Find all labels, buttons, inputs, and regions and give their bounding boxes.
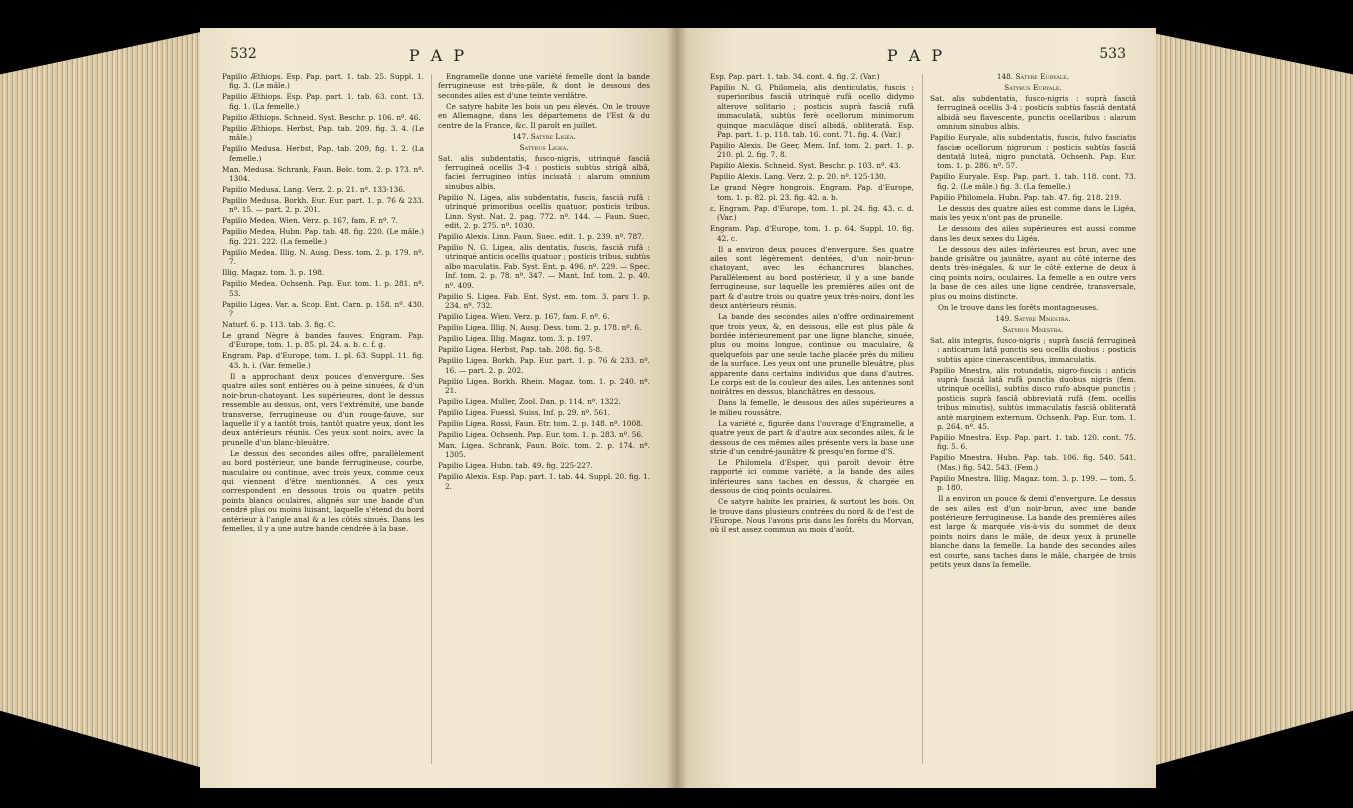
right-column-rule [922,74,923,764]
reference-entry: Papilio Mnestra. Esp. Pap. part. 1. tab. 120. cont. 75. fig. 5. 6. [930,432,1136,452]
book-gutter [666,28,688,788]
reference-entry: Papilio Æthiops. Esp. Pap. part. 1. tab. 25. Suppl. 1. fig. 3. (Le mâle.) [222,72,424,91]
description-paragraph: Ce satyre habite les bois un peu élevés. On le trouve en Allemagne, dans les départemens de l'Est & du centre de la France, &c. Il paroît en juillet. [438,101,650,130]
reference-entry: Papilio Æthiops. Esp. Pap. part. 1. tab. 63. cont. 13. fig. 1. (La femelle.) [222,92,424,111]
reference-entry: Papilio Ligea. Borkh. Rhein. Magaz. tom. 1. p. 240. nº. 21. [438,376,650,395]
reference-entry: Papilio Ligea. Illig. N. Ausg. Dess. tom. 2. p. 178. nº. 6. [438,323,642,333]
left-page-edges [0,30,210,770]
reference-entry: Papilio Ligea. Var. a. Scop. Ent. Carn. p. 158. nº. 430. ? [222,299,424,319]
reference-entry: Papilio Ligea. Ochsenh. Pap. Eur. tom. 1. p. 283. nº. 56. [438,429,644,439]
reference-entry: Sat. alis integris, fusco-nigris ; suprà fasciâ ferrugineâ : anticarum latâ punctis seu ocellis duobus : posticis subtùs apice cinerascentibus, immaculatis. [930,335,1136,364]
right-column-1 [710,72,914,536]
reference-entry: Naturf. 6. p. 113. tab. 3. fig. C. [222,320,336,330]
right-page-edges [1138,30,1353,770]
reference-entry: Papilio Ligea. Wien. Verz. p. 167, fam. F. nº. 6. [438,312,610,322]
reference-entry: Papilio Ligea. Hubn. tab. 49. fig. 225-227. [438,461,593,471]
description-paragraph: Il a approchant deux pouces d'envergure. Ses quatre ailes sont entières ou à peine sinuées, & d'un noir-brun-chatoyant. Les supérieures, dont le dessus ressemble au dessus, ont, vers l'extrémité, une bande transverse, ferrugineuse ou d'un rouge-fauve, sur laquelle il y a tantôt trois, tantôt quatre yeux, dont les deux antérieurs réunis. Ces yeux sont noirs, avec la prunelle d'un blanc-bleuâtre. [222,371,424,447]
reference-entry: Le grand Nègre hongrois. Engram. Pap. d'Europe, tom. 1. p. 82. pl. 23. fig. 42. a. b. [710,183,914,202]
reference-entry: Papilio Alexis. Esp. Pap. part. 1. tab. 44. Suppl. 20. fig. 1. 2. [438,472,650,491]
reference-entry: Papilio Mnestra. Illig. Magaz. tom. 3. p. 199. — tom. 5. p. 180. [930,473,1136,493]
reference-entry: Papilio N. Ligea, alis subdentatis, fuscis, fasciâ rufâ : utrinquè primoribus ocellis quatuor, posticis tribus. Linn. Syst. Nat. 2. pag. 772. nº. 144. — Faun. Suec. edit. 2. p. 275. nº. 1030. [438,192,650,231]
left-page-number: 532 [230,46,257,62]
reference-entry: Papilio Æthiops. Schneid. Syst. Beschr. p. 106. nº. 46. [222,112,421,122]
reference-entry: Papilio Medea. Wien. Verz. p. 167, fam. F. nº. 7. [222,216,399,226]
reference-entry: Papilio Ligea. Rossi, Faun. Etr. tom. 2. p. 148. nº. 1008. [438,418,644,428]
reference-entry: Papilio Medusa. Herbst, Pap. tab. 209, fig. 1. 2. (La femelle.) [222,144,424,163]
reference-entry: Engram. Pap. d'Europe, tom. 1. p. 64. Suppl. 10. fig. 42. c. [710,224,914,243]
reference-entry: Papilio Mnestra, alis rotundatis, nigro-fuscis : anticis suprà fasciâ latâ rufâ punctis duobus nigris (fem. utrinquè ocellis), subtùs disco rufo absque punctis ; posticis suprà fasciâ obbreviatâ rufâ (fem. ocellis tribus minutis), subtùs immaculatis fasciâ obliteratâ antè marginem externum. Ochsenh. Pap. Eur. tom. 1. p. 264. nº. 45. [930,365,1136,431]
right-running-title: P A P [886,46,946,65]
left-column-rule [431,74,432,764]
species-heading: Satyrus Ligea. [519,142,569,152]
species-heading: 147. Satyre Ligéa. [512,131,576,141]
reference-entry: Man. Ligea. Schrank, Faun. Boïc. tom. 2. p. 174. nº. 1305. [438,440,650,460]
reference-entry: Papilio Alexis. Lang. Verz. 2. p. 20. nº. 125-130. [710,172,887,182]
right-column-2 [930,72,1136,571]
reference-entry: Papilio S. Ligea. Fab. Ent. Syst. em. tom. 3. pars 1. p. 234. nº. 732. [438,291,650,311]
right-page-number: 533 [1099,46,1126,62]
left-page-header [230,42,646,70]
description-paragraph: Il a environ un pouce & demi d'envergure. Le dessus de ses ailes est d'un noir-brun, avec une bande postérieure ferrugineuse. La bande des premières ailes est large & marquée vis-à-vis du sommet de deux points noirs dans le mâle, de deux yeux à prunelle blanche dans la femelle. La bande des secondes ailes est courte, sans taches dans le mâle, chargée de trois petits yeux dans la femelle. [930,494,1136,569]
description-paragraph: Le Philomela d'Esper, qui paroît devoir être rapporté ici comme variété, a la bande des ailes inférieures sans taches en dessus, & chargée en dessous de cinq points oculaires. [710,457,914,496]
description-paragraph: Il a environ deux pouces d'envergure. Ses quatre ailes sont légèrement dentées, d'un noir-brun-chatoyant, avec les échancrures blanches. Parallèlement au bord postérieur, il y a une bande ferrugineuse, sur laquelle les premières ailes ont de part & d'autre trois ou quatre yeux très-noirs, dont les deux antérieurs réunis. [710,244,914,311]
reference-entry: Papilio Ligea. Muller, Zool. Dan. p. 114. nº. 1322. [438,396,621,406]
description-paragraph: Ce satyre habite les prairies, & surtout les bois. On le trouve dans plusieurs contrées du nord & de l'est de l'Europe. Nous l'avons pris dans les forêts du Morvan, où il est assez commun au mois d'août. [710,497,914,535]
reference-entry: Papilio Medusa. Borkh. Eur. Eur. part. 1. p. 76 & 233. nº. 15. — part. 2. p. 201. [222,196,424,215]
reference-entry: Illig. Magaz. tom. 3. p. 198. [222,268,325,278]
description-paragraph: La bande des secondes ailes n'offre ordinairement que trois yeux, &, en dessous, elle est plus pâle & bordée intérieurement par une ligne blanche, sinuée, plus ou moins longue, continue ou maculaire, & quelquefois par une seule tache placée près du milieu de la surface. Les yeux ont une prunelle bleuâtre, plus apparente dans certains individus que dans d'autres. Le corps est de la couleur des ailes. Les antennes sont noirâtres en dessus, blanchâtres en dessous. [710,312,914,397]
description-paragraph: Le dessus des secondes ailes offre, parallèlement au bord postérieur, une bande ferrugineuse, courbe, maculaire ou continue, avec trois yeux, comme ceux qui viennent d'être mentionnés. A ces yeux correspondent en dessous trois ou quatre petits points blancs oculaires, alignés sur une bande d'un cendré plus ou moins luisant, laquelle s'étend du bord antérieur à l'angle anal & a les côtés sinués. Dans les femelles, il y a une autre bande cendrée à la base. [222,448,424,533]
species-heading: Satyrus Mnestra. [1002,324,1064,334]
reference-entry: Papilio Philomela. Hubn. Pap. tab. 47. fig. 218. 219. [930,192,1122,202]
reference-entry: Papilio Medusa. Lang. Verz. 2. p. 21. nº. 133-136. [222,185,406,195]
reference-entry: Papilio Alexis. Linn. Faun. Suec. edit. 1. p. 239. nº. 787. [438,232,645,242]
reference-entry: Papilio Æthiops. Herbst, Pap. tab. 209. fig. 3. 4. (Le mâle.) [222,123,424,143]
description-paragraph: On le trouve dans les forêts montagneuses. [938,302,1099,312]
reference-entry: Papilio N. G. Philomela, alis denticulatis, fuscis : superioribus fasciâ utrinquè rufâ ocello didymo alterove solitario ; posticis suprà fasciâ rufâ immaculatâ, subtùs ferè ocellorum minimorum quinque maculâque discî albidâ, obliteratâ. Esp. Pap. part. 1. p. 118. tab. 16. cont. 71. fig. 4. (Var.) [710,83,914,140]
reference-entry: Papilio Alexis. Schneid. Syst. Beschr. p. 103. nº. 43. [710,161,901,171]
reference-entry: Papilio Ligea. Herbst, Pap. tab. 208. fig. 5-8. [438,345,603,355]
reference-entry: Papilio N. G. Ligea, alis dentatis, fuscis, fasciâ rufâ : utrinquè anticis ocellis quatuor ; posticis tribus, subtùs albo maculatis. Fab. Syst. Ent. p. 496. nº. 229. — Spec. Inf. tom. 2. p. 78. nº. 347. — Mant. Inf. tom. 2. p. 40. nº. 409. [438,243,650,290]
reference-entry: Le grand Nègre à bandes fauves. Engram. Pap. d'Europe, tom. 1. p. 85. pl. 24. a. b. c. f. g. [222,331,424,350]
left-column-2 [438,72,650,493]
reference-entry: Papilio Ligea. Borkh. Pap. Eur. part. 1. p. 76 & 233. nº. 16. — part. 2. p. 202. [438,356,650,375]
species-heading: Satyrus Euryale. [1004,83,1062,92]
description-paragraph: Engramelle donne une variété femelle dont la bande ferrugineuse est très-pâle, & dont le dessous des secondes ailes est d'une teinte verdâtre. [438,72,650,100]
reference-entry: Papilio Medea. Ochsenh. Pap. Eur. tom. 1. p. 281. nº. 53. [222,279,424,298]
description-paragraph: Le dessous des ailes supérieures est aussi comme dans les deux sexes du Ligéa. [930,224,1136,243]
reference-entry: Papilio Ligea. Illig. Magaz. tom. 3. p. 197. [438,334,593,344]
reference-entry: Papilio Mnestra. Hubn. Pap. tab. 106. fig. 540. 541. (Mas.) fig. 542. 543. (Fem.) [930,453,1136,472]
description-paragraph: Le dessus des quatre ailes est comme dans le Ligéa, mais les yeux n'ont pas de prunelle. [930,203,1136,223]
reference-entry: Papilio Euryale, alis subdentatis, fuscis, fulvo fasciatis fasciæ ocellorum nigrorum : posticis subtùs fasciâ dentatâ luteâ, nigro punctatâ. Ochsenh. Pap. Eur. tom. 1. p. 286. nº. 57. [930,133,1136,171]
right-page [676,28,1156,788]
description-paragraph: La variété ε, figurée dans l'ouvrage d'Engramelle, a quatre yeux de part & d'autre aux secondes ailes, & le dessous de ces mêmes ailes présente vers la base une strie d'un cendré-jaunâtre & presqu'en forme d'S. [710,418,914,456]
description-paragraph: Le dessous des ailes inférieures est brun, avec une bande grisâtre ou jaunâtre, ayant au côté interne des dents très-inégales, & sur le côté externe de deux à cinq points noirs, oculaires. La femelle a en outre vers la base de ces ailes une ligne cendrée, transversale, plus ou moins distincte. [930,244,1136,301]
reference-entry: Papilio Alexis. De Geer, Mem. Inf. tom. 2. part. 1. p. 210. pl. 2. fig. 7. 8. [710,141,914,160]
species-heading: 149. Satyre Mnestra. [995,313,1071,323]
description-paragraph: Dans la femelle, le dessous des ailes supérieures a le milieu roussâtre. [710,398,914,417]
right-page-header [706,42,1126,70]
reference-entry: Papilio Ligea. Fuessl. Suiss. Inf. p. 29. nº. 561. [438,407,611,417]
left-page [200,28,676,788]
reference-entry: Sat. alis subdentatis, fusco-nigris : suprà fasciâ ferrugineâ ocellis 3-4 : posticis subtùs fasciâ dentatâ albidâ seu flavescente, punctis ocellaribus : alarum omnium sinubus albis. [930,94,1136,132]
left-running-title: P A P [408,46,468,65]
reference-entry: Engram. Pap. d'Europe, tom. 1. pl. 63. Suppl. 11. fig. 43. h. i. (Var. femelle.) [222,351,424,370]
reference-entry: Esp. Pap. part. 1. tab. 34. cont. 4. fig. 2. (Var.) [710,72,880,81]
reference-entry: ε. Engram. Pap. d'Europe, tom. 1. pl. 24. fig. 43. c. d. (Var.) [710,203,914,223]
reference-entry: Papilio Medea. Illig. N. Ausg. Dess. tom. 2. p. 179. nº. 7. [222,247,424,267]
reference-entry: Sat. alis subdentatis, fusco-nigris, utrinquè fasciâ ferrugineâ ocellis 3-4 : posticis subtùs strigâ albâ, faciei ferrugineo intùs incisatâ : alarum omnium sinubus albis. [438,153,650,191]
reference-entry: Man. Medusa. Schrank, Faun. Boïc. tom. 2. p. 173. nº. 1304. [222,164,424,184]
reference-entry: Papilio Medea. Hubn. Pap. tab. 48. fig. 220. (Le mâle.) fig. 221. 222. (La femelle.) [222,227,424,246]
reference-entry: Papilio Euryale. Esp. Pap. part. 1. tab. 118. cont. 73. fig. 2. (Le mâle.) fig. 3. (La femelle.) [930,172,1136,191]
species-heading: 148. Satyre Euryale. [996,72,1070,81]
left-column-1 [222,72,424,535]
